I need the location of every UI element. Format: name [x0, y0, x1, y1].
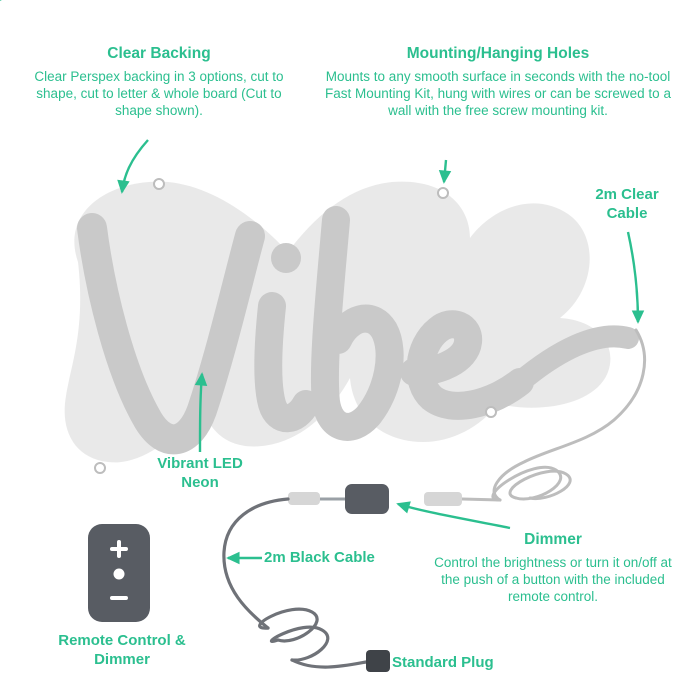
callout-dimmer-title: Dimmer — [524, 531, 582, 548]
callout-vibrant-led-neon-title: Vibrant LED Neon — [157, 455, 243, 491]
callout-clear-backing — [26, 44, 292, 120]
callout-mounting-holes — [318, 44, 678, 120]
callout-mounting-holes-title: Mounting/Hanging Holes — [406, 45, 590, 62]
callout-clear-backing-title: Clear Backing — [107, 45, 211, 62]
arrow-mounting-holes — [444, 160, 446, 182]
remote-control — [88, 524, 150, 622]
callout-black-cable — [264, 548, 412, 567]
callout-clear-cable — [575, 186, 679, 224]
cable-connector — [288, 492, 320, 505]
callout-clear-cable-title: 2m Clear Cable — [595, 186, 659, 222]
arrow-clear-cable — [628, 232, 638, 322]
mounting-hole — [154, 179, 164, 189]
callout-remote-control-title: Remote Control & Dimmer — [58, 632, 186, 668]
callout-black-cable-title: 2m Black Cable — [264, 549, 375, 566]
black-cable — [224, 499, 366, 667]
dimmer-box — [345, 484, 389, 514]
callout-clear-backing-body: Clear Perspex backing in 3 options, cut to shape, cut to letter & whole board (Cut to shape shown). — [34, 68, 284, 119]
standard-plug — [366, 650, 390, 672]
callout-remote-control — [34, 632, 210, 670]
neon-sign-artwork — [65, 179, 628, 473]
mounting-hole — [486, 407, 496, 417]
callout-vibrant-led-neon — [140, 455, 260, 493]
cable-connector — [424, 492, 462, 506]
arrow-dimmer — [398, 504, 510, 528]
mounting-hole — [95, 463, 105, 473]
callout-dimmer — [430, 530, 676, 606]
callout-dimmer-body: Control the brightness or turn it on/off at the push of a button with the included remote control. — [434, 554, 672, 605]
callout-mounting-holes-body: Mounts to any smooth surface in seconds with the no-tool Fast Mounting Kit, hung with wires or can be screwed to a wall with the free screw mounting kit. — [325, 68, 671, 119]
callout-standard-plug — [392, 653, 542, 672]
mounting-hole — [438, 188, 448, 198]
callout-standard-plug-title: Standard Plug — [392, 654, 494, 671]
